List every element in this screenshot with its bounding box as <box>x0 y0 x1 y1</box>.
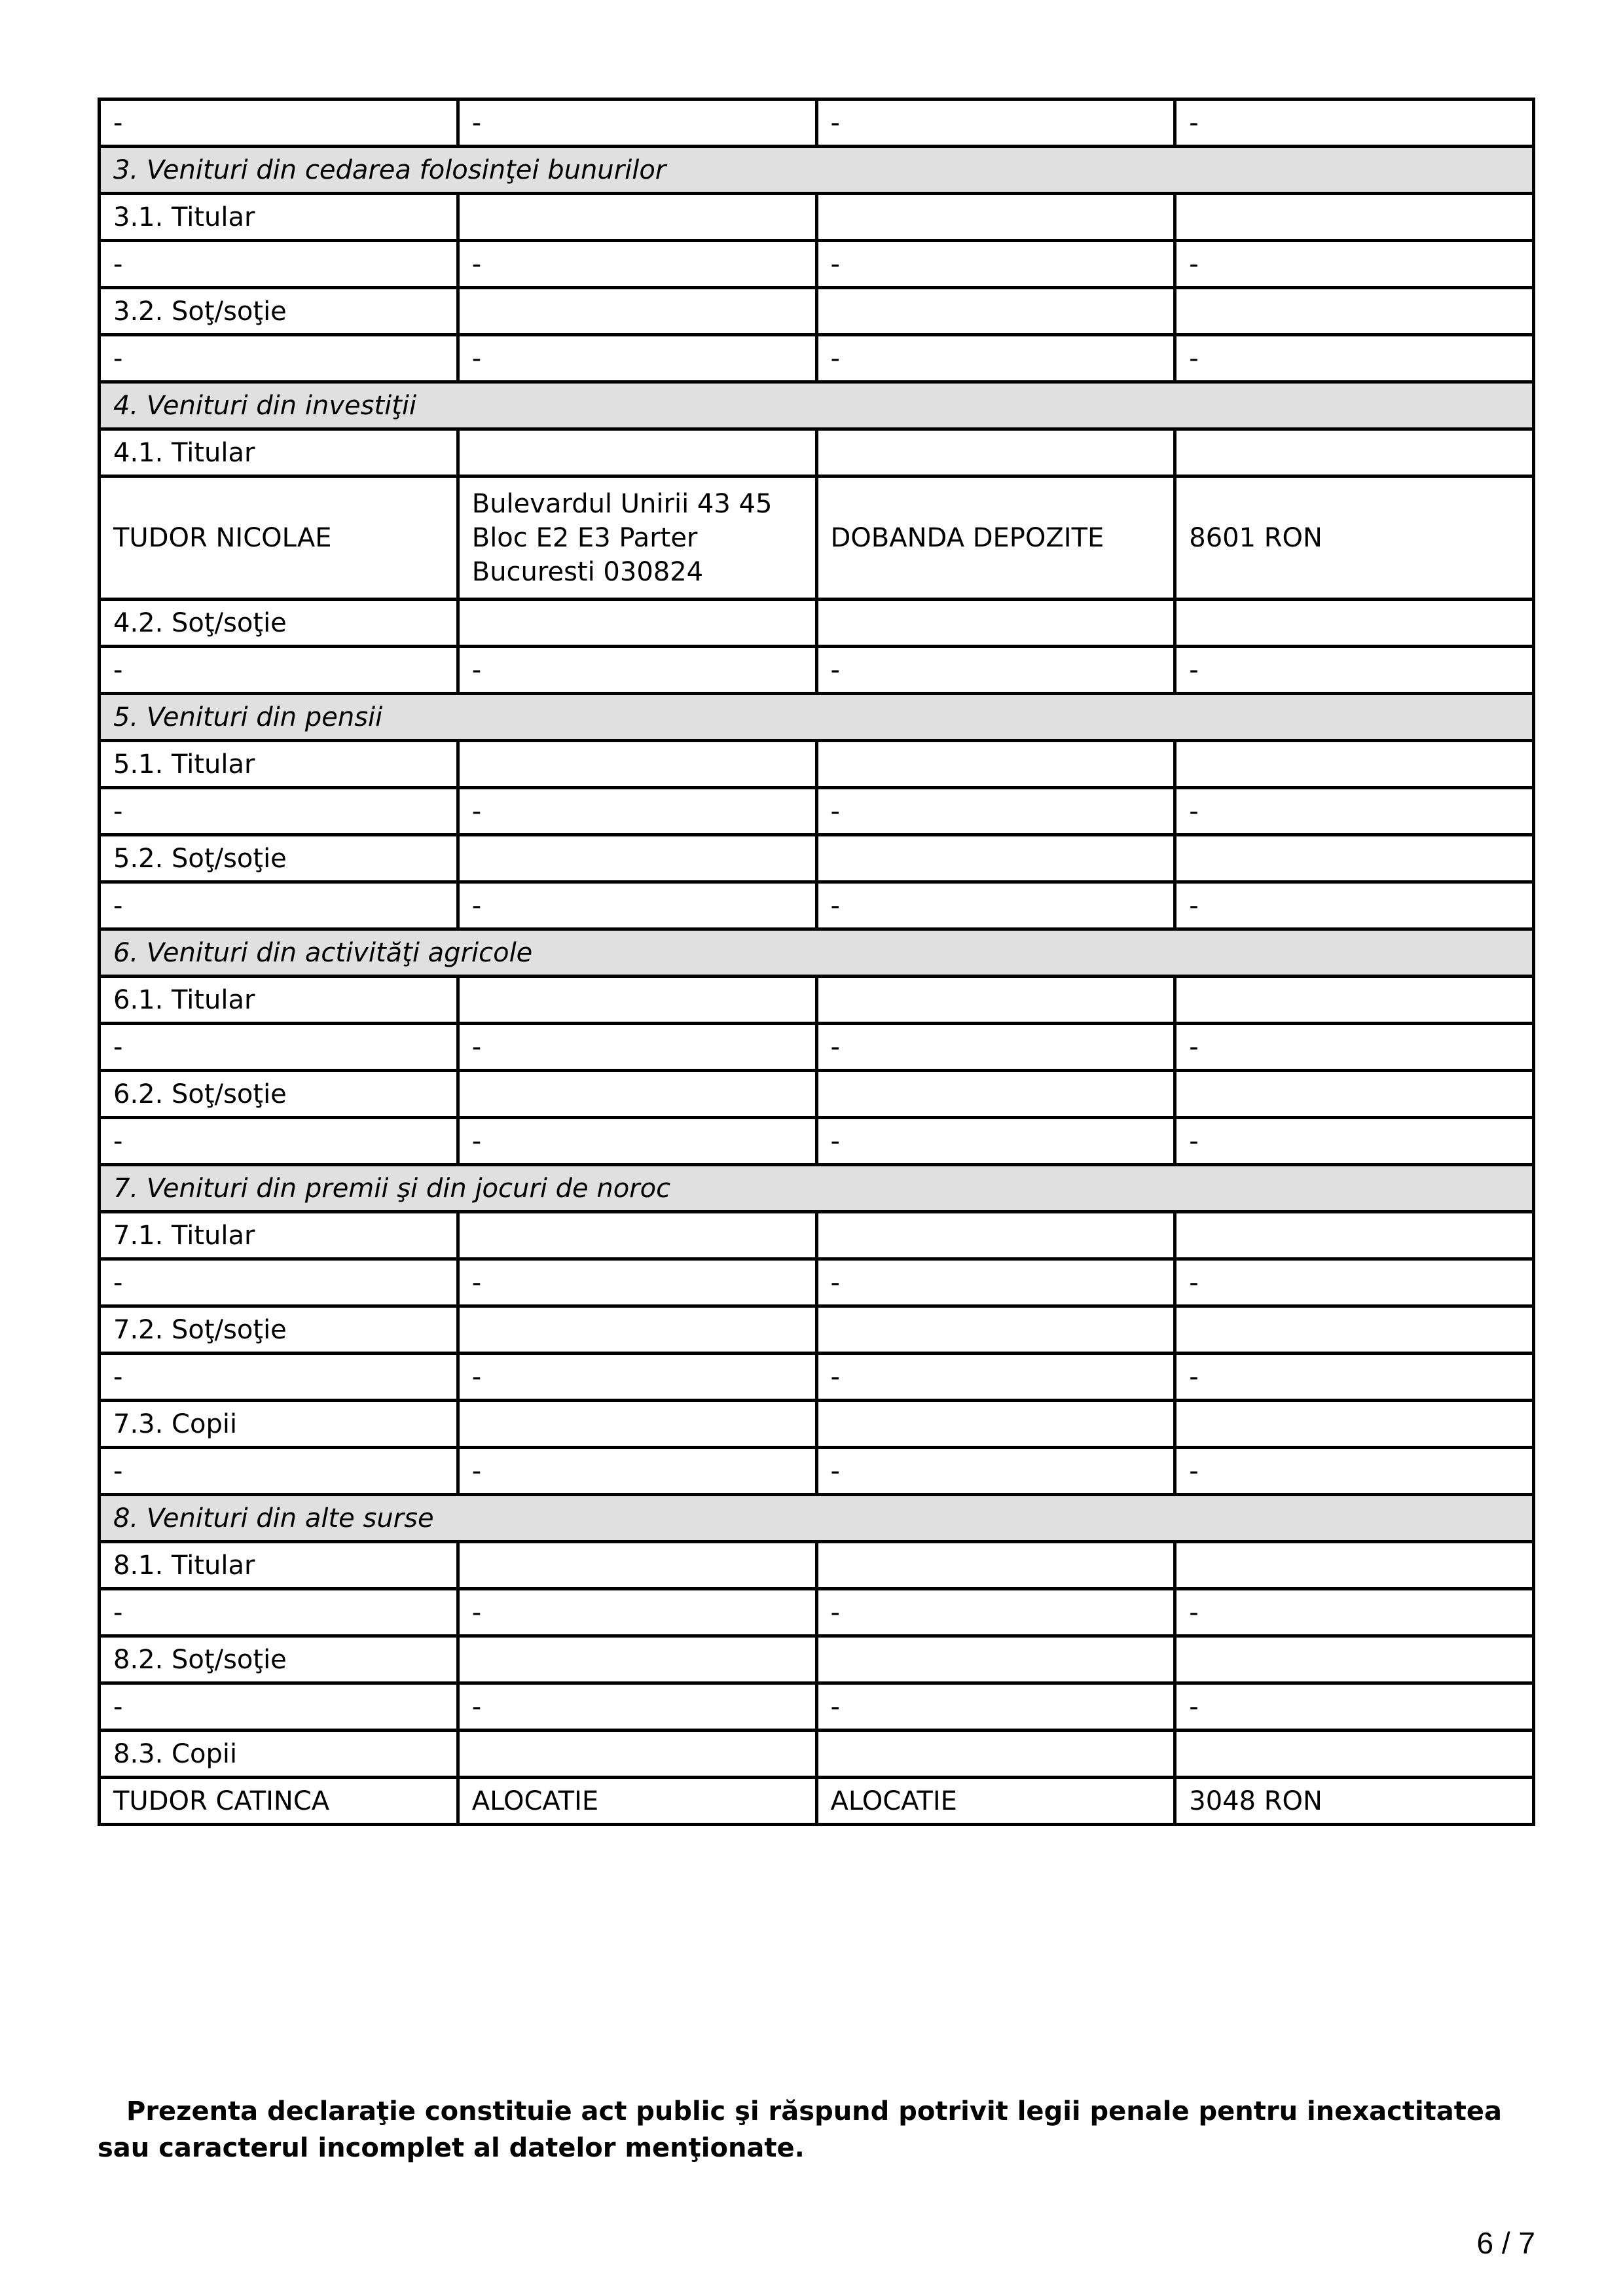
section-header-row <box>100 382 1534 429</box>
table-cell: 3.2. Soţ/soţie <box>100 288 458 335</box>
section-title: 8. Venituri din alte surse <box>100 1495 1534 1542</box>
table-cell: - <box>100 1589 458 1636</box>
table-cell <box>1175 1636 1534 1683</box>
table-cell: - <box>816 241 1175 288</box>
table-cell: DOBANDA DEPOZITE <box>816 476 1175 600</box>
table-cell: - <box>458 1024 816 1071</box>
table-row <box>100 1731 1534 1778</box>
section-title: 3. Venituri din cedarea folosinţei bunurilor <box>100 147 1534 194</box>
table-cell: - <box>100 1024 458 1071</box>
table-cell <box>1175 741 1534 788</box>
table-cell: 8.2. Soţ/soţie <box>100 1636 458 1683</box>
table-cell: - <box>816 1448 1175 1495</box>
table-cell: - <box>816 99 1175 147</box>
table-cell <box>458 1212 816 1259</box>
table-cell: - <box>816 1354 1175 1401</box>
table-cell <box>816 1306 1175 1354</box>
table-cell: - <box>458 335 816 382</box>
table-cell <box>1175 600 1534 647</box>
table-row <box>100 1542 1534 1589</box>
table-row <box>100 1212 1534 1259</box>
table-row <box>100 600 1534 647</box>
table-cell: - <box>1175 647 1534 694</box>
section-header-row <box>100 147 1534 194</box>
table-cell: ALOCATIE <box>458 1778 816 1825</box>
table-cell: - <box>458 1448 816 1495</box>
table-cell <box>1175 1306 1534 1354</box>
table-cell: - <box>816 1683 1175 1731</box>
table-cell <box>1175 1212 1534 1259</box>
table-row <box>100 1448 1534 1495</box>
table-cell <box>458 194 816 241</box>
table-cell: - <box>100 1683 458 1731</box>
table-cell: - <box>1175 1118 1534 1165</box>
table-row <box>100 1683 1534 1731</box>
table-cell <box>1175 429 1534 476</box>
table-cell <box>458 600 816 647</box>
table-cell: 3048 RON <box>1175 1778 1534 1825</box>
section-title: 7. Venituri din premii şi din jocuri de noroc <box>100 1165 1534 1212</box>
table-cell: - <box>1175 1354 1534 1401</box>
table-row <box>100 788 1534 835</box>
table-row <box>100 741 1534 788</box>
section-header-row <box>100 1495 1534 1542</box>
table-cell: - <box>816 788 1175 835</box>
table-row <box>100 476 1534 600</box>
table-cell: - <box>816 1024 1175 1071</box>
table-cell: - <box>816 1259 1175 1306</box>
table-cell <box>458 1071 816 1118</box>
table-cell: - <box>100 1259 458 1306</box>
table-cell: - <box>458 99 816 147</box>
table-cell <box>1175 288 1534 335</box>
table-cell: 3.1. Titular <box>100 194 458 241</box>
table-cell: - <box>458 1683 816 1731</box>
table-cell: - <box>816 1589 1175 1636</box>
table-cell <box>458 1731 816 1778</box>
table-cell: - <box>100 99 458 147</box>
table-cell <box>458 1542 816 1589</box>
table-cell: 8.3. Copii <box>100 1731 458 1778</box>
table-row <box>100 288 1534 335</box>
table-cell: - <box>458 647 816 694</box>
table-cell <box>816 1542 1175 1589</box>
table-cell <box>458 288 816 335</box>
table-cell: - <box>100 882 458 929</box>
table-cell: ALOCATIE <box>816 1778 1175 1825</box>
table-cell <box>1175 1071 1534 1118</box>
table-cell: 6.2. Soţ/soţie <box>100 1071 458 1118</box>
table-row <box>100 1306 1534 1354</box>
table-row <box>100 977 1534 1024</box>
table-cell: - <box>1175 1448 1534 1495</box>
table-cell: - <box>458 241 816 288</box>
table-cell: - <box>1175 788 1534 835</box>
section-title: 5. Venituri din pensii <box>100 694 1534 741</box>
table-cell: 8.1. Titular <box>100 1542 458 1589</box>
table-cell <box>1175 835 1534 882</box>
table-row <box>100 1024 1534 1071</box>
table-cell: - <box>816 882 1175 929</box>
table-cell <box>816 1731 1175 1778</box>
table-cell: - <box>816 335 1175 382</box>
table-cell <box>458 741 816 788</box>
table-cell <box>816 1401 1175 1448</box>
table-cell: - <box>100 1354 458 1401</box>
table-row <box>100 429 1534 476</box>
table-row <box>100 1259 1534 1306</box>
table-cell <box>816 1636 1175 1683</box>
table-cell <box>816 977 1175 1024</box>
table-cell <box>458 1636 816 1683</box>
table-row <box>100 1071 1534 1118</box>
table-cell: 7.2. Soţ/soţie <box>100 1306 458 1354</box>
table-row <box>100 647 1534 694</box>
table-cell: - <box>458 1259 816 1306</box>
table-cell: - <box>1175 1024 1534 1071</box>
table-cell: - <box>1175 882 1534 929</box>
declaration-statement: Prezenta declaraţie constituie act public şi răspund potrivit legii penale pentru inexactitatea sau caracterul incomplet al datelor menţionate. <box>98 2096 1503 2163</box>
table-row <box>100 835 1534 882</box>
section-title: 4. Venituri din investiţii <box>100 382 1534 429</box>
table-row <box>100 335 1534 382</box>
page-number: 6 / 7 <box>1476 2226 1535 2260</box>
table-row <box>100 1354 1534 1401</box>
section-title: 6. Venituri din activităţi agricole <box>100 929 1534 977</box>
table-cell: - <box>1175 241 1534 288</box>
table-row <box>100 99 1534 147</box>
table-cell: TUDOR CATINCA <box>100 1778 458 1825</box>
income-table-body <box>100 99 1534 1825</box>
table-row <box>100 241 1534 288</box>
table-cell: Bulevardul Unirii 43 45 Bloc E2 E3 Parter Bucuresti 030824 <box>458 476 816 600</box>
table-cell <box>1175 1731 1534 1778</box>
table-cell: - <box>100 647 458 694</box>
table-cell <box>816 1071 1175 1118</box>
table-cell: 6.1. Titular <box>100 977 458 1024</box>
table-cell: - <box>100 335 458 382</box>
table-cell: 5.1. Titular <box>100 741 458 788</box>
table-cell: 7.1. Titular <box>100 1212 458 1259</box>
table-cell <box>1175 977 1534 1024</box>
table-cell <box>1175 1542 1534 1589</box>
section-header-row <box>100 929 1534 977</box>
table-row <box>100 1778 1534 1825</box>
table-cell: - <box>1175 335 1534 382</box>
table-cell: - <box>458 882 816 929</box>
table-row <box>100 1118 1534 1165</box>
table-row <box>100 194 1534 241</box>
table-cell <box>458 1306 816 1354</box>
table-row <box>100 1636 1534 1683</box>
table-cell <box>816 1212 1175 1259</box>
table-cell: 5.2. Soţ/soţie <box>100 835 458 882</box>
table-cell <box>458 977 816 1024</box>
table-cell <box>816 835 1175 882</box>
table-cell <box>458 1401 816 1448</box>
table-cell: TUDOR NICOLAE <box>100 476 458 600</box>
table-cell: - <box>1175 1259 1534 1306</box>
table-cell: - <box>458 1118 816 1165</box>
table-cell: - <box>100 1448 458 1495</box>
table-cell <box>816 194 1175 241</box>
table-cell <box>1175 194 1534 241</box>
table-cell: - <box>816 1118 1175 1165</box>
table-cell: 4.1. Titular <box>100 429 458 476</box>
table-cell: 8601 RON <box>1175 476 1534 600</box>
table-cell: - <box>458 788 816 835</box>
section-header-row <box>100 1165 1534 1212</box>
income-table <box>98 98 1535 1826</box>
table-cell: - <box>1175 99 1534 147</box>
table-cell <box>816 741 1175 788</box>
table-row <box>100 1589 1534 1636</box>
table-cell: - <box>100 788 458 835</box>
table-cell: 4.2. Soţ/soţie <box>100 600 458 647</box>
table-cell: - <box>100 241 458 288</box>
table-cell <box>816 288 1175 335</box>
table-cell: - <box>458 1589 816 1636</box>
table-cell: - <box>816 647 1175 694</box>
section-header-row <box>100 694 1534 741</box>
table-cell <box>816 429 1175 476</box>
table-cell: 7.3. Copii <box>100 1401 458 1448</box>
table-cell <box>458 835 816 882</box>
table-cell: - <box>458 1354 816 1401</box>
table-cell <box>1175 1401 1534 1448</box>
table-row <box>100 882 1534 929</box>
table-cell <box>458 429 816 476</box>
table-row <box>100 1401 1534 1448</box>
table-cell <box>816 600 1175 647</box>
table-cell: - <box>1175 1589 1534 1636</box>
table-cell: - <box>1175 1683 1534 1731</box>
table-cell: - <box>100 1118 458 1165</box>
